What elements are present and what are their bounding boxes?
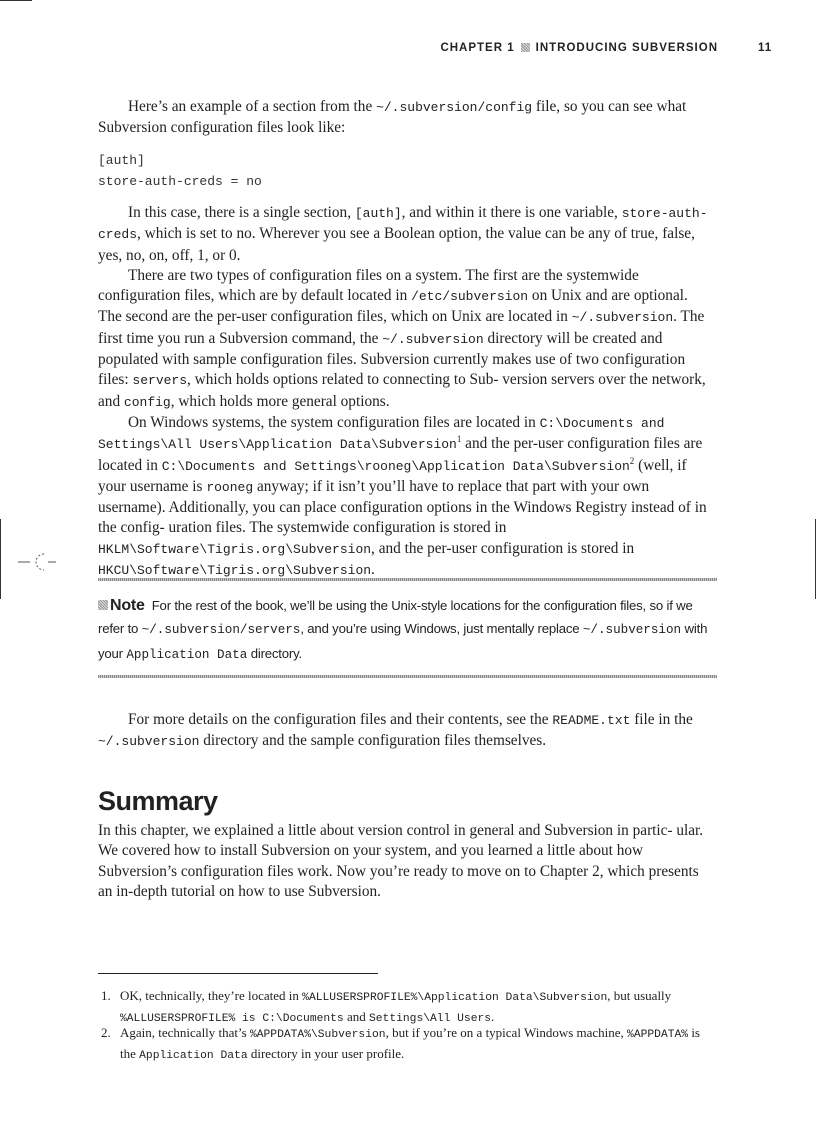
text: and the per-user configuration files are located in <box>98 435 703 474</box>
summary-heading: Summary <box>98 786 218 816</box>
note-square-icon <box>98 600 108 610</box>
code-inline: C:\Documents and Settings\rooneg\Application Data\Subversion <box>161 458 630 474</box>
code-inline: README.txt <box>552 713 631 728</box>
paragraph-windows <box>98 413 714 581</box>
code-inline: store-auth-creds <box>98 206 708 243</box>
text: directory will be created and populated with sample configuration files. Subversion currently makes use of two configuration files: <box>98 329 686 389</box>
crop-line <box>0 0 32 1</box>
text: . <box>371 561 375 579</box>
code-inline: /etc/subversion <box>411 289 529 305</box>
text: directory and the sample configuration files themselves. <box>199 732 547 750</box>
paragraph-more-details <box>98 710 714 753</box>
code-inline: Application Data <box>139 1049 248 1062</box>
registration-mark-icon <box>12 547 58 577</box>
running-header-title <box>440 42 718 54</box>
note-label: Note <box>110 597 145 614</box>
text: , but usually <box>607 988 672 1003</box>
code-line: [auth] <box>98 153 145 168</box>
text: is the <box>120 1025 700 1061</box>
code-inline: servers <box>132 373 188 389</box>
code-inline: ~/.subversion <box>582 623 682 637</box>
text: , and the per-user configuration is stored in <box>371 539 635 557</box>
text: , and within it there is one variable, <box>401 204 622 221</box>
code-inline: %ALLUSERSPROFILE% is C:\Documents <box>120 1012 344 1025</box>
text: on Unix and are optional. The second are the per-user configuration files, which on Unix are located in <box>98 287 688 326</box>
code-inline: ~/.subversion <box>98 734 200 750</box>
text: . The first time you run a Subversion command, the <box>98 308 705 347</box>
text: , but if you’re on a typical Windows machine, <box>385 1025 628 1040</box>
note-top-rule <box>98 578 717 581</box>
code-inline: ~/.subversion <box>571 310 674 326</box>
text: file in the <box>630 711 693 728</box>
text: For the rest of the book, we’ll be using the Unix-style locations for the configuration files, so if we refer to <box>98 598 693 636</box>
text: , which holds options related to connecting to Sub- version servers over the network, and <box>98 371 706 410</box>
summary-paragraph <box>98 821 714 902</box>
code-inline: %APPDATA% <box>627 1029 689 1041</box>
code-inline: HKLM\Software\Tigris.org\Subversion <box>98 541 372 557</box>
intro-paragraph <box>98 97 714 139</box>
code-inline: %APPDATA%\Subversion <box>249 1029 386 1041</box>
text: In this case, there is a single section, <box>128 204 355 221</box>
code-inline: [auth] <box>354 206 402 221</box>
paragraph-config-types <box>98 266 714 413</box>
body-text <box>98 203 714 581</box>
chapter-label: CHAPTER 1 <box>440 42 515 54</box>
code-inline: ~/.subversion <box>382 331 484 347</box>
paragraph-boolean <box>98 203 714 266</box>
footnote-1 <box>98 987 714 1028</box>
note-bottom-rule <box>98 675 717 678</box>
text: directory. <box>247 646 302 661</box>
footnote-ref[interactable]: 2 <box>629 455 635 466</box>
code-inline: rooneg <box>206 479 254 495</box>
text: , which is set to no. Wherever you see a Boolean option, the value can be any of true, false, yes, no, on, off, 1, or 0. <box>98 225 695 264</box>
code-path: ~/.subversion/config <box>376 100 533 115</box>
code-inline: Settings\All Users <box>369 1012 492 1025</box>
code-block <box>98 150 262 192</box>
code-inline: HKCU\Software\Tigris.org\Subversion <box>98 563 372 579</box>
text: Here’s an example of a section from the <box>128 98 377 115</box>
code-inline: Application Data <box>126 648 248 662</box>
text: directory in your user profile. <box>247 1045 405 1061</box>
footnote-2 <box>98 1024 714 1065</box>
chapter-title: INTRODUCING SUBVERSION <box>535 42 718 54</box>
code-inline: %ALLUSERSPROFILE%\Application Data\Subversion <box>302 992 608 1004</box>
text: (well, if your username is <box>98 456 687 495</box>
text: There are two types of configuration files on a system. The first are the systemwide configuration files, which are by default located in <box>98 266 639 305</box>
code-inline: ~/.subversion/servers <box>141 623 301 637</box>
text: On Windows systems, the system configuration files are located in <box>128 413 540 431</box>
text: For more details on the configuration files and their contents, see the <box>128 711 553 728</box>
separator-square-icon <box>521 43 530 52</box>
text: with your <box>98 621 708 661</box>
text: Again, technically that’s <box>120 1025 250 1040</box>
code-line: store-auth-creds = no <box>98 174 262 189</box>
crop-mark-left <box>0 519 1 599</box>
page-number: 11 <box>758 42 773 54</box>
footnote-rule <box>98 973 378 974</box>
text: OK, technically, they’re located in <box>120 988 303 1003</box>
summary-text: In this chapter, we explained a little about version control in general and Subversion in partic- ular. We covered how to install Subversion on your system, and you learned a little about how Subversion’s configuration files work. Now you’re ready to move on to Chapter 2, which presents an in-depth tutorial on how to use Subversion. <box>98 822 704 900</box>
footnote-ref[interactable]: 1 <box>456 434 462 445</box>
code-inline: C:\Documents and Settings\All Users\Application Data\Subversion <box>98 415 665 453</box>
text: . <box>491 1008 495 1024</box>
running-header <box>0 42 816 62</box>
footnote-number: 1. <box>101 988 111 1003</box>
text: and <box>343 1008 369 1024</box>
note-box <box>98 594 717 667</box>
text: , which holds more general options. <box>170 392 390 410</box>
text: , and you’re using Windows, just mentally replace <box>300 621 583 636</box>
footnote-number: 2. <box>101 1025 111 1040</box>
text: file, so you can see what Subversion configuration files look like: <box>98 98 687 137</box>
code-inline: config <box>123 394 171 410</box>
text: anyway; if it isn’t you’ll have to replace that part with your own username). Additionally, you can place configuration options in the Windows Registry instead of in the config- uration files. The systemwide configuration is stored in <box>98 477 707 537</box>
